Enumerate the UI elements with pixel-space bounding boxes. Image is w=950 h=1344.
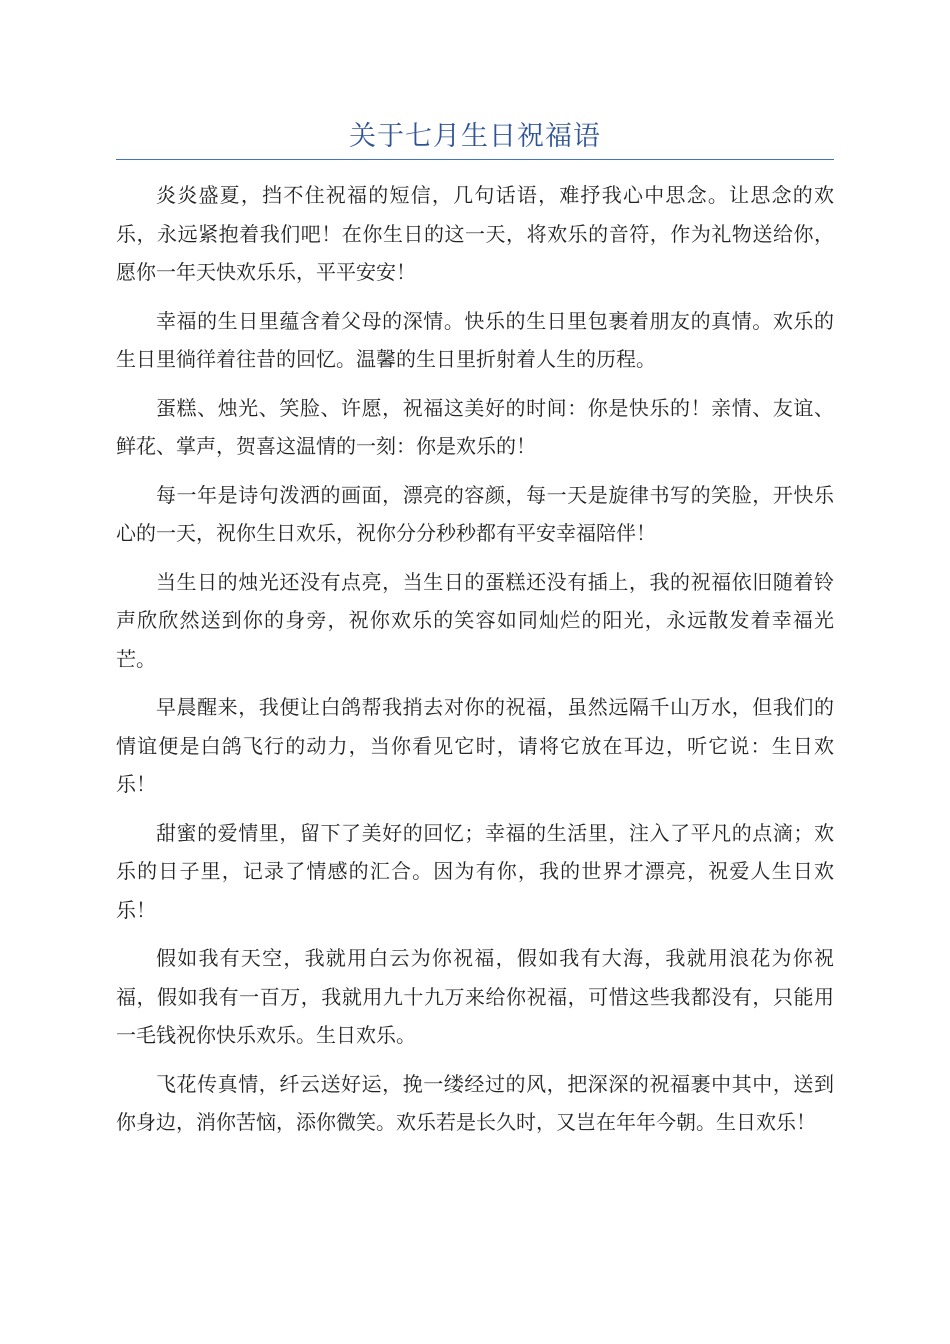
paragraph-6: 早晨醒来，我便让白鸽帮我捎去对你的祝福，虽然远隔千山万水，但我们的情谊便是白鸽飞行的动力，当你看见它时，请将它放在耳边，听它说：生日欢乐！	[116, 695, 834, 796]
paragraph-3: 蛋糕、烛光、笑脸、许愿，祝福这美好的时间：你是快乐的！亲情、友谊、鲜花、掌声，贺喜这温情的一刻：你是欢乐的！	[116, 395, 834, 458]
document-page	[116, 100, 834, 1152]
paragraph-1: 炎炎盛夏，挡不住祝福的短信，几句话语，难抒我心中思念。让思念的欢乐，永远紧抱着我们吧！在你生日的这一天，将欢乐的音符，作为礼物送给你，愿你一年天快欢乐乐，平平安安！	[116, 183, 834, 284]
paragraph-5: 当生日的烛光还没有点亮，当生日的蛋糕还没有插上，我的祝福依旧随着铃声欣欣然送到你的身旁，祝你欢乐的笑容如同灿烂的阳光，永远散发着幸福光芒。	[116, 569, 834, 671]
paragraph-9: 飞花传真情，纤云送好运，挽一缕经过的风，把深深的祝福裹中其中，送到你身边，消你苦恼，添你微笑。欢乐若是长久时，又岂在年年今朝。生日欢乐！	[116, 1071, 834, 1134]
paragraph-8: 假如我有天空，我就用白云为你祝福，假如我有大海，我就用浪花为你祝福，假如我有一百万，我就用九十九万来给你祝福，可惜这些我都没有，只能用一毛钱祝你快乐欢乐。生日欢乐。	[116, 946, 834, 1047]
paragraph-7: 甜蜜的爱情里，留下了美好的回忆；幸福的生活里，注入了平凡的点滴；欢乐的日子里，记录了情感的汇合。因为有你，我的世界才漂亮，祝爱人生日欢乐！	[116, 820, 834, 922]
paragraph-2: 幸福的生日里蕴含着父母的深情。快乐的生日里包裹着朋友的真情。欢乐的生日里徜徉着往昔的回忆。温馨的生日里折射着人生的历程。	[116, 308, 834, 371]
paragraph-4: 每一年是诗句泼洒的画面，漂亮的容颜，每一天是旋律书写的笑脸，开快乐心的一天，祝你生日欢乐，祝你分分秒秒都有平安幸福陪伴！	[116, 482, 834, 545]
document-title: 关于七月生日祝福语	[349, 121, 601, 152]
title-underline	[116, 159, 834, 160]
